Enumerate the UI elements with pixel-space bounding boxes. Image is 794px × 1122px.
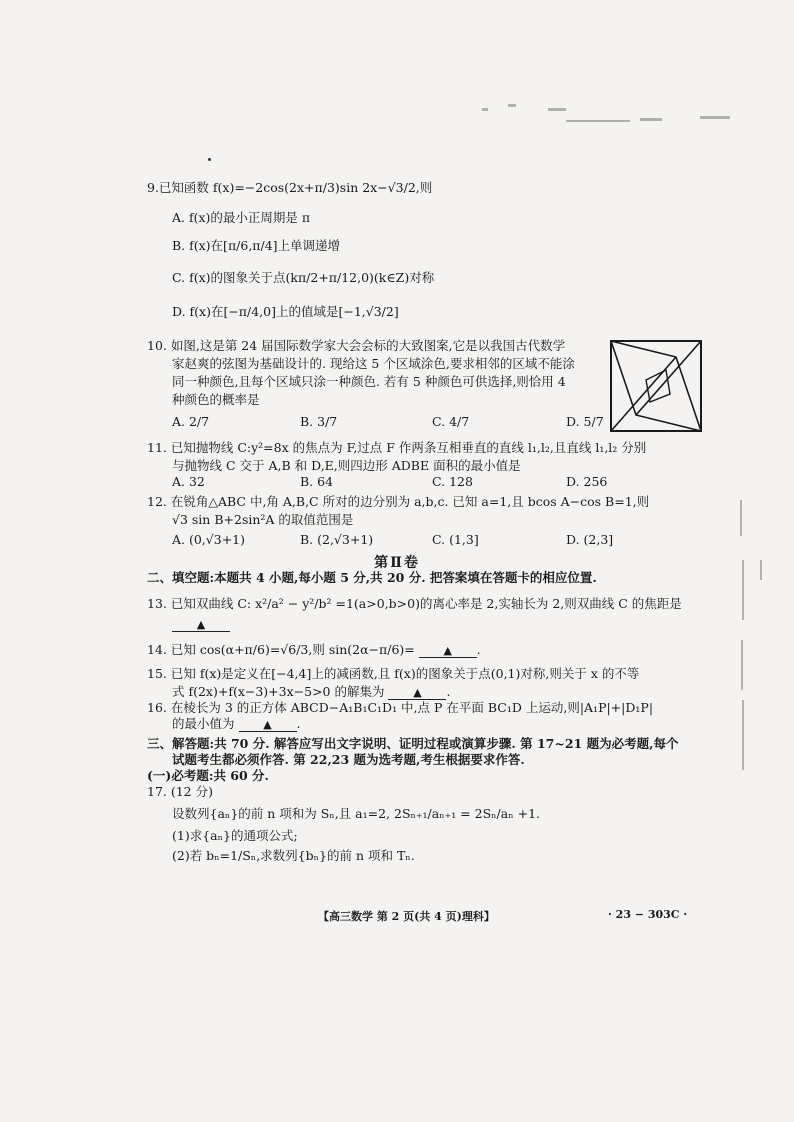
q11-option-c: C. 128 [432,474,473,489]
part-2-heading: 第Ⅱ卷 [374,555,420,571]
scan-noise [700,116,730,119]
blank-marker-icon: ▲ [413,686,422,699]
q11-line-1: 11. 已知抛物线 C:y²=8x 的焦点为 F,过点 F 作两条互相垂直的直线 l₁,l₂,且直线 l₁,l₂ 分别 [147,440,647,455]
q9-option-d: D. f(x)在[−π/4,0]上的值域是[−1,√3/2] [172,304,399,319]
scan-noise [548,108,566,111]
q16-line-2 [172,716,300,732]
q13-answer-blank[interactable] [172,618,230,632]
q11-option-a: A. 32 [172,474,205,489]
q12-option-a: A. (0,√3+1) [172,532,245,547]
q14-period: . [476,642,481,657]
q15-period: . [446,684,451,699]
q14-line [147,642,481,658]
q9-option-b: B. f(x)在[π/6,π/4]上单调递增 [172,238,341,253]
q14-answer-blank[interactable] [419,644,477,658]
q14-text: 14. 已知 cos(α+π/6)=√6/3,则 sin(2α−π/6)= [147,642,415,657]
q10-option-d: D. 5/7 [566,414,604,429]
q12-line-2: √3 sin B+2sin²A 的取值范围是 [172,512,354,527]
q11-option-d: D. 256 [566,474,608,489]
section-solutions-line-2: 试题考生都必须作答. 第 22,23 题为选考题,考生根据要求作答. [172,752,525,767]
q16-line-1: 16. 在棱长为 3 的正方体 ABCD−A₁B₁C₁D₁ 中,点 P 在平面 BC₁D 上运动,则|A₁P|+|D₁P| [147,700,654,715]
scan-noise [640,118,662,121]
q17-part-1: (1)求{aₙ}的通项公式; [172,828,298,843]
margin-mark [741,640,743,690]
q13-line-1: 13. 已知双曲线 C: x²/a² − y²/b² =1(a>0,b>0)的离心率是 2,实轴长为 2,则双曲线 C 的焦距是 [147,596,682,611]
blank-marker-icon: ▲ [263,718,272,731]
q12-line-1: 12. 在锐角△ABC 中,角 A,B,C 所对的边分别为 a,b,c. 已知 a=1,且 bcos A−cos B=1,则 [147,494,650,509]
q15-line-1: 15. 已知 f(x)是定义在[−4,4]上的减函数,且 f(x)的图象关于点(0,1)对称,则关于 x 的不等 [147,666,640,681]
q17-stem: 设数列{aₙ}的前 n 项和为 Sₙ,且 a₁=2, 2Sₙ₊₁/aₙ₊₁ = 2Sₙ/aₙ +1. [172,806,540,821]
scan-speck [208,158,211,161]
q12-option-d: D. (2,3] [566,532,614,547]
q17-part-2: (2)若 bₙ=1/Sₙ,求数列{bₙ}的前 n 项和 Tₙ. [172,848,415,863]
q10-line-4: 种颜色的概率是 [172,392,260,407]
margin-mark [742,700,744,770]
scan-noise [508,104,516,107]
q16-answer-blank[interactable] [239,718,297,732]
q10-option-a: A. 2/7 [172,414,210,429]
blank-marker-icon: ▲ [196,618,206,631]
q12-option-c: C. (1,3] [432,532,479,547]
q12-option-b: B. (2,√3+1) [300,532,374,547]
q9-option-a: A. f(x)的最小正周期是 π [172,210,311,225]
page-footer-label: 【高三数学 第 2 页(共 4 页)理科】 [318,910,495,923]
q15-line-2 [172,684,450,700]
q13-answer-line [172,616,230,632]
q17-heading: 17. (12 分) [147,784,213,799]
q10-option-c: C. 4/7 [432,414,470,429]
q11-option-b: B. 64 [300,474,334,489]
scan-noise [566,120,630,122]
blank-marker-icon: ▲ [443,644,452,657]
q15-text: 式 f(2x)+f(x−3)+3x−5>0 的解集为 [172,684,385,699]
q9-stem: 9.已知函数 f(x)=−2cos(2x+π/3)sin 2x−√3/2,则 [147,180,433,195]
zhao-shuang-figure [610,340,702,432]
margin-mark [740,500,742,536]
q10-line-2: 家赵爽的弦图为基础设计的. 现给这 5 个区域涂色,要求相邻的区域不能涂 [172,356,575,371]
section-fill-in-heading: 二、填空题:本题共 4 小题,每小题 5 分,共 20 分. 把答案填在答题卡的相应位置. [147,570,597,585]
scan-noise [482,108,488,111]
q10-line-3: 同一种颜色,且每个区域只涂一种颜色. 若有 5 种颜色可供选择,则恰用 4 [172,374,566,389]
q15-answer-blank[interactable] [388,686,446,700]
q11-line-2: 与抛物线 C 交于 A,B 和 D,E,则四边形 ADBE 面积的最小值是 [172,458,521,473]
q9-option-c: C. f(x)的图象关于点(kπ/2+π/12,0)(k∈Z)对称 [172,270,435,285]
q10-option-b: B. 3/7 [300,414,338,429]
q16-period: . [296,716,301,731]
q10-line-1: 10. 如图,这是第 24 届国际数学家大会会标的大致图案,它是以我国古代数学 [147,338,566,353]
required-questions-heading: (一)必考题:共 60 分. [147,768,269,783]
q16-text: 的最小值为 [172,716,235,731]
page-footer-code: · 23 − 303C · [608,908,688,921]
section-solutions-line-1: 三、解答题:共 70 分. 解答应写出文字说明、证明过程或演算步骤. 第 17~21 题为必考题,每个 [147,736,679,751]
